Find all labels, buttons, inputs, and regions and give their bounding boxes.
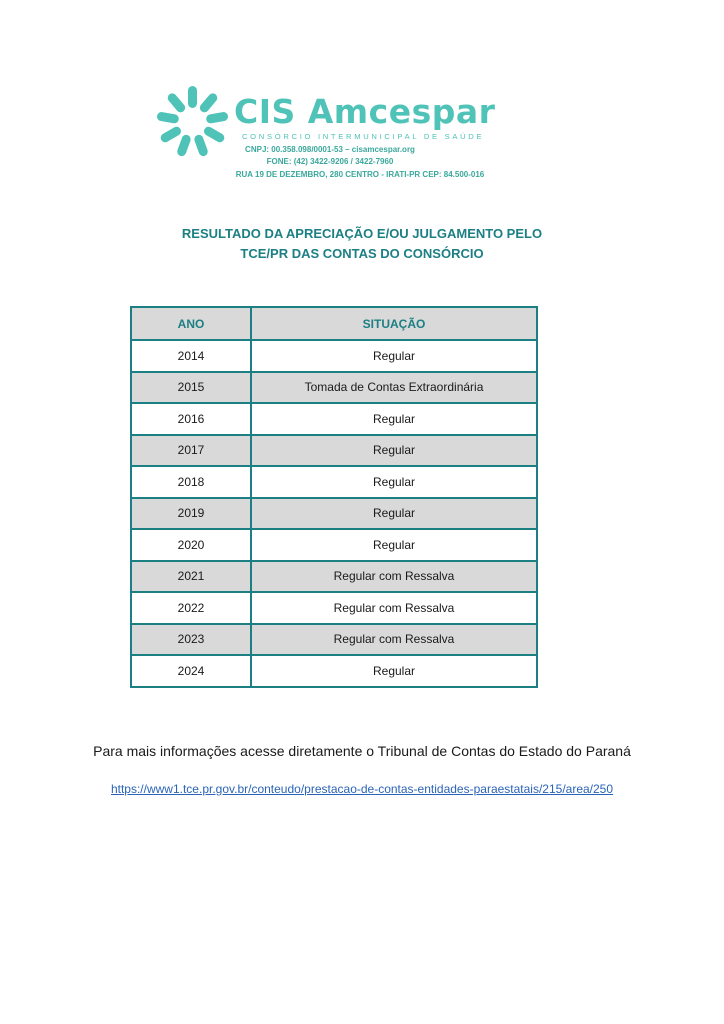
cell-ano: 2019: [131, 498, 251, 530]
table-row: [131, 655, 537, 687]
table-row: [131, 561, 537, 593]
header-logo: [150, 84, 510, 184]
table-row: [131, 592, 537, 624]
title-line-2: TCE/PR DAS CONTAS DO CONSÓRCIO: [240, 246, 484, 261]
table-row: [131, 435, 537, 467]
results-table: [130, 306, 538, 688]
cell-ano: 2024: [131, 655, 251, 687]
header-situacao: SITUAÇÃO: [251, 307, 537, 340]
cell-situacao: Tomada de Contas Extraordinária: [251, 372, 537, 404]
cell-situacao: Regular: [251, 655, 537, 687]
header-ano: ANO: [131, 307, 251, 340]
more-info-text: Para mais informações acesse diretamente o Tribunal de Contas do Estado do Paraná: [93, 743, 631, 759]
brand-subtitle: CONSÓRCIO INTERMUNICIPAL DE SAÚDE: [242, 132, 485, 141]
cell-situacao: Regular com Ressalva: [251, 561, 537, 593]
cell-situacao: Regular: [251, 466, 537, 498]
cell-situacao: Regular: [251, 403, 537, 435]
cell-ano: 2015: [131, 372, 251, 404]
phone-line: FONE: (42) 3422-9206 / 3422-7960: [266, 157, 394, 166]
cell-ano: 2014: [131, 340, 251, 372]
table-row: [131, 466, 537, 498]
cell-ano: 2018: [131, 466, 251, 498]
brand-name: CIS Amcespar: [234, 92, 496, 131]
cell-ano: 2020: [131, 529, 251, 561]
cell-situacao: Regular com Ressalva: [251, 592, 537, 624]
table-row: [131, 498, 537, 530]
title-line-1: RESULTADO DA APRECIAÇÃO E/OU JULGAMENTO PELO: [181, 226, 543, 241]
cell-situacao: Regular: [251, 529, 537, 561]
cnpj-line: CNPJ: 00.358.098/0001-53 – cisamcespar.org: [245, 145, 415, 154]
cell-ano: 2021: [131, 561, 251, 593]
page-title: [0, 224, 724, 264]
cell-ano: 2023: [131, 624, 251, 656]
table-row: [131, 403, 537, 435]
cell-ano: 2017: [131, 435, 251, 467]
table-row: [131, 340, 537, 372]
table-header-row: [131, 307, 537, 340]
cell-situacao: Regular com Ressalva: [251, 624, 537, 656]
table-row: [131, 624, 537, 656]
cell-situacao: Regular: [251, 498, 537, 530]
table-row: [131, 529, 537, 561]
address-line: RUA 19 DE DEZEMBRO, 280 CENTRO - IRATI-PR CEP: 84.500-016: [235, 170, 485, 179]
cell-situacao: Regular: [251, 340, 537, 372]
cell-ano: 2022: [131, 592, 251, 624]
tce-link[interactable]: https://www1.tce.pr.gov.br/conteudo/prestacao-de-contas-entidades-paraestatais/215/area/250: [110, 782, 614, 796]
cell-ano: 2016: [131, 403, 251, 435]
cell-situacao: Regular: [251, 435, 537, 467]
table-row: [131, 372, 537, 404]
